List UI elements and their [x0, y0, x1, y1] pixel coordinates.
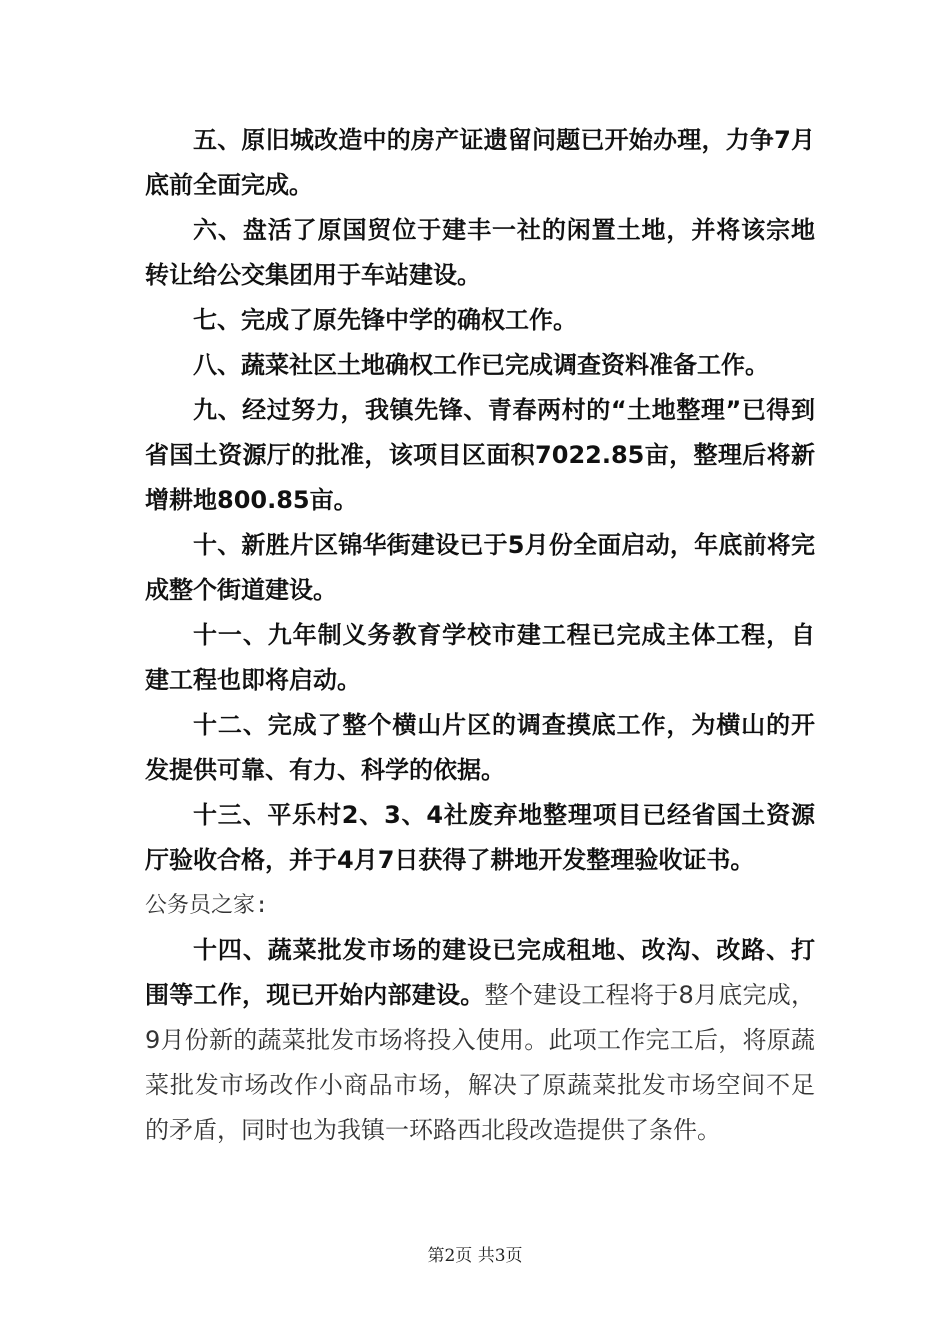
paragraph-10: 十、新胜片区锦华街建设已于5月份全面启动，年底前将完成整个街道建设。	[145, 531, 815, 604]
paragraph-13: 十三、平乐村2、3、4社废弃地整理项目已经省国土资源厅验收合格，并于4月7日获得了耕地开发整理验收证书。	[145, 801, 815, 874]
paragraph-6: 六、盘活了原国贸位于建丰一社的闲置土地，并将该宗地转让给公交集团用于车站建设。	[145, 216, 815, 289]
paragraph-11: 十一、九年制义务教育学校市建工程已完成主体工程，自建工程也即将启动。	[145, 621, 815, 694]
paragraph-14-light: 整个建设工程将于8月底完成，9月份新的蔬菜批发市场将投入使用。此项工作完工后，将原蔬菜批发市场改作小商品市场，解决了原蔬菜批发市场空间不足的矛盾，同时也为我镇一环路西北段改造提供了条件。	[145, 981, 815, 1144]
paragraph-14-bold: 十四、蔬菜批发市场的建设已完成租地、改沟、改路、打围等工作，现已开始内部建设。	[145, 936, 815, 1009]
body-text	[145, 118, 815, 1153]
paragraph-5: 五、原旧城改造中的房产证遗留问题已开始办理，力争7月底前全面完成。	[145, 126, 815, 199]
paragraph-12: 十二、完成了整个横山片区的调查摸底工作，为横山的开发提供可靠、有力、科学的依据。	[145, 711, 815, 784]
paragraph-7: 七、完成了原先锋中学的确权工作。	[193, 306, 577, 334]
paragraph-14	[145, 928, 815, 1153]
page-footer: 第2页 共3页	[427, 1246, 523, 1266]
source-note: 公务员之家:	[145, 893, 269, 918]
paragraph-9: 九、经过努力，我镇先锋、青春两村的“土地整理”已得到省国土资源厅的批准，该项目区面积7022.85亩，整理后将新增耕地800.85亩。	[145, 396, 815, 514]
paragraph-8: 八、蔬菜社区土地确权工作已完成调查资料准备工作。	[193, 351, 769, 379]
